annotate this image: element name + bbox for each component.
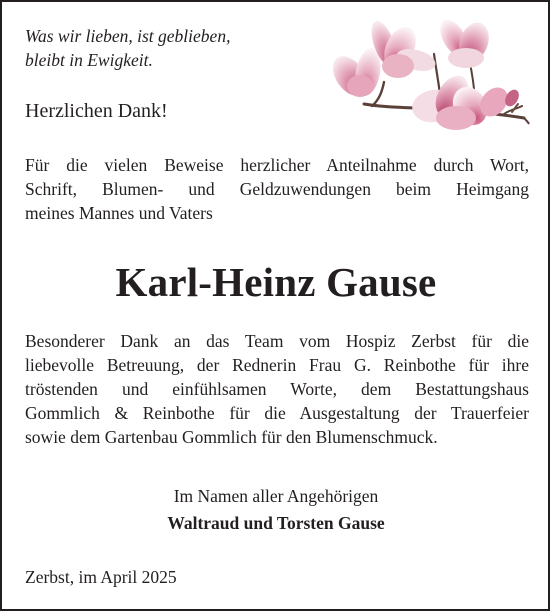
- intro-line: meines Mannes und Vaters: [25, 203, 213, 223]
- signature-preface: Im Namen aller Angehörigen: [173, 486, 379, 506]
- motto-quote: [25, 24, 325, 72]
- intro-paragraph: [25, 153, 529, 225]
- magnolia-branch-icon: [324, 14, 530, 144]
- acknowledgement-line: tröstenden und einfühlsamen Worte, dem Bestattungshaus: [25, 379, 529, 399]
- acknowledgement-line: Besonderer Dank an das Team vom Hospiz Zerbst für die: [25, 331, 529, 351]
- deceased-name: Karl-Heinz Gause: [115, 259, 437, 305]
- acknowledgement-line: liebevolle Betreuung, der Rednerin Frau G. Reinbothe für ihre: [25, 355, 529, 375]
- signature-names: Waltraud und Torsten Gause: [167, 513, 385, 533]
- intro-line: Schrift, Blumen- und Geldzuwendungen beim Heimgang: [25, 179, 529, 199]
- motto-line-2: bleibt in Ewigkeit.: [25, 50, 153, 70]
- acknowledgement-line: sowie dem Gartenbau Gommlich für den Blumenschmuck.: [25, 427, 438, 447]
- intro-line: Für die vielen Beweise herzlicher Anteilnahme durch Wort,: [25, 155, 529, 175]
- acknowledgement-paragraph: [25, 329, 529, 449]
- motto-line-1: Was wir lieben, ist geblieben,: [25, 26, 231, 46]
- thanks-heading: Herzlichen Dank!: [25, 100, 168, 122]
- place-date: Zerbst, im April 2025: [25, 567, 177, 587]
- acknowledgement-line: Gommlich & Reinbothe für die Ausgestaltung der Trauerfeier: [25, 403, 529, 423]
